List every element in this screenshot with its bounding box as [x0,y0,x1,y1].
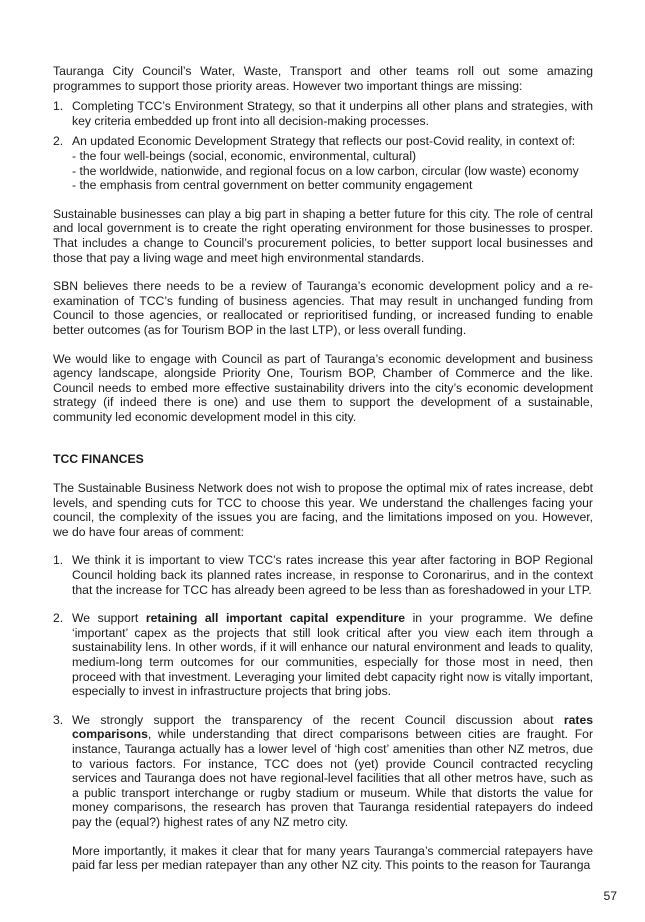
sub-item: - the worldwide, nationwide, and regional focus on a low carbon, circular (low waste) economy [72,163,579,178]
finance-comments-list [53,553,593,872]
page-number: 57 [603,889,617,903]
list-item-text: An updated Economic Development Strategy that reflects our post-Covid reality, in context of: [72,134,576,149]
list-item [53,713,593,873]
list-item [53,611,593,699]
list-number: 1. [53,99,64,114]
document-page [53,64,593,873]
list-item-text: We support [72,611,146,626]
list-number: 2. [53,611,64,626]
sbn-paragraph: SBN believes there needs to be a review of Tauranga’s economic development policy and a re-examination of TCC’s funding of business agencies. That may result in unchanged funding from Council to those agencies, or reallocated or reprioritised funding, or increased funding to enable better outcomes (as for Tourism BOP in the last LTP), or less overall funding. [53,279,593,337]
list-number: 1. [53,553,64,568]
list-item-text: We think it is important to view TCC’s rates increase this year after factoring in BOP Regional Council holding back its planned rates increase, in response to Coronarirus, and in the context that the increase for TCC has already been agreed to be less than as foreshadowed in your LTP. [72,553,593,597]
sub-item: - the emphasis from central government on better community engagement [72,178,473,193]
list-item-text: in your programme. We define ‘important’ capex as the projects that still look critical after you view each item through a sustainability lens. In other words, if it will enhance our natural environment and leads to quality, medium-long term outcomes for our communities, especially for those most in need, then proceed with that investment. Leveraging your limited debt capacity right now is vitally important, especially to invest in infrastructure projects that bring jobs. [72,611,594,699]
spacer [72,830,593,844]
sustainable-paragraph: Sustainable businesses can play a big part in shaping a better future for this city. The role of central and local government is to create the right operating environment for those businesses to prosper. That includes a change to Council’s procurement policies, to better support local businesses and those that pay a living wage and meet high environmental standards. [53,206,593,265]
list-item-text-start: We strongly support the transparency of the recent Council discussion about [72,712,564,727]
sub-item: - the four well-beings (social, economic, environmental, cultural) [72,148,417,163]
list-number: 2. [53,134,64,149]
continuation-paragraph: More importantly, it makes it clear that for many years Tauranga’s commercial ratepayers have paid far less per median ratepayer than any other NZ city. This points to the reason for Tauranga [72,843,593,873]
missing-items-list [53,99,593,193]
list-item-body [72,713,593,873]
bold-phrase: rates comparisons [72,712,593,742]
list-number: 3. [53,712,64,727]
list-item-body [72,134,593,192]
finances-paragraph: The Sustainable Business Network does not wish to propose the optimal mix of rates increase, debt levels, and spending cuts for TCC to choose this year. We understand the challenges facing your council, the complexity of the issues you are facing, and the limitations imposed on you. However, we do have four areas of comment: [53,481,593,539]
list-item-text: Completing TCC’s Environment Strategy, so that it underpins all other plans and strategies, with key criteria embedded up front into all decision-making processes. [72,99,593,128]
engage-paragraph: We would like to engage with Council as part of Tauranga’s economic development and business agency landscape, alongside Priority One, Tourism BOP, Chamber of Commerce and the like. Council needs to embed more effective sustainability drivers into the city’s economic development strategy (if indeed there is one) and use them to support the development of a sustainable, community led economic development model in this city. [53,351,593,424]
list-item-text [72,713,593,829]
list-item-text-end: , while understanding that direct comparisons between cities are fraught. For instance, Tauranga actually has a lower level of ‘high cost’ amenities than other NZ metros, due to various factors. For instance, TCC does not (yet) provide Council contracted recycling services and Tauranga does not have regional-level facilities that all other metros have, such as a public transport interchange or rugby stadium or museum. While that distorts the value for money comparisons, the research has proven that Tauranga residential ratepayers do indeed pay the (equal?) highest rates of any NZ metro city. [72,727,593,829]
intro-paragraph: Tauranga City Council’s Water, Waste, Transport and other teams roll out some amazing programmes to support those priority areas. However two important things are missing: [53,64,593,93]
list-item [53,553,593,597]
bold-phrase: retaining all important capital expenditure [145,611,406,626]
section-heading: TCC FINANCES [53,452,144,467]
list-item-body [72,611,593,699]
list-item [53,99,593,128]
list-item [53,134,593,192]
